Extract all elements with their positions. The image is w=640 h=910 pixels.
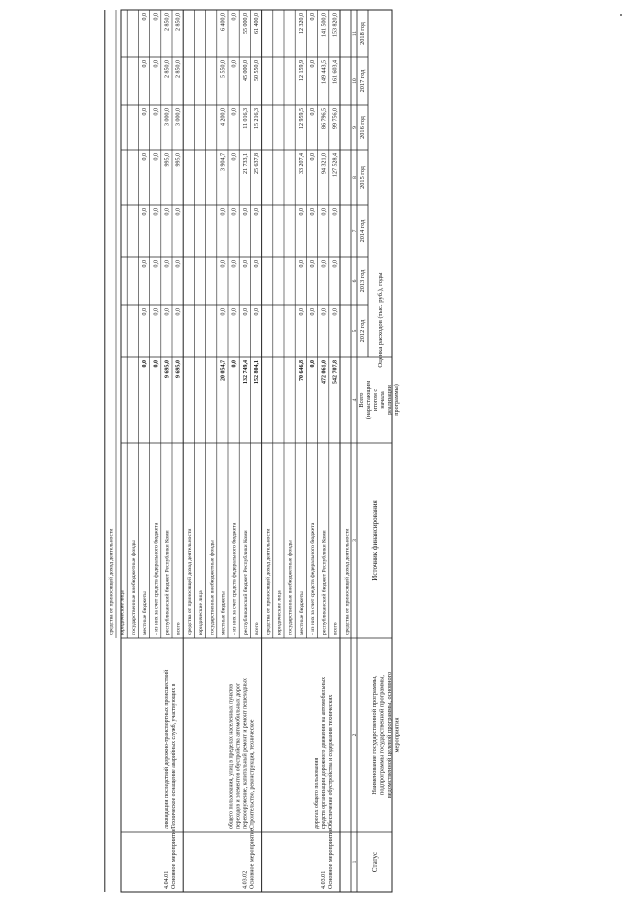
year-value: 12 959,5 — [298, 108, 305, 129]
source-label: государственные внебюджетные фонды — [287, 540, 294, 635]
year-value: 2 850,0 — [164, 60, 171, 78]
year-value: 2 850,0 — [175, 60, 182, 78]
year-value: 12 320,0 — [298, 13, 305, 34]
year-value: 25 637,8 — [254, 153, 261, 174]
column-number: 5 — [352, 329, 358, 333]
total-value: 542 707,8 — [332, 360, 339, 384]
year-value: 50 550,0 — [254, 60, 261, 81]
year-value: 0,0 — [164, 308, 171, 316]
year-value: 0,0 — [231, 60, 238, 68]
year-value: 0,0 — [254, 260, 261, 268]
year-value: 0,0 — [321, 308, 328, 316]
header-name-line: подпрограммы государственной программы, — [378, 675, 386, 795]
column-number: 3 — [352, 539, 358, 542]
group-status: 4.04.01 — [164, 870, 171, 889]
year-value: 0,0 — [231, 308, 238, 316]
year-value: 0,0 — [142, 13, 149, 21]
year-value: 153 820,0 — [332, 13, 339, 37]
year-value: 127 528,4 — [332, 153, 339, 177]
total-value: 70 646,8 — [298, 360, 305, 381]
column-number: 8 — [352, 176, 358, 179]
group-name: ликвидации последствий дорожно-транспортных происшествий — [164, 669, 171, 829]
total-value: 0,0 — [310, 360, 317, 368]
total-value: 0,0 — [142, 360, 149, 368]
year-value: 0,0 — [254, 308, 261, 316]
column-number: 4 — [352, 398, 358, 402]
year-value: 0,0 — [310, 153, 317, 161]
source-label: юридические лица — [198, 590, 205, 635]
year-value: 0,0 — [153, 308, 160, 316]
year-value: 0,0 — [310, 60, 317, 68]
header-year-2015: 2015 год — [359, 166, 366, 189]
group-status: 4.03.02 — [242, 870, 249, 889]
group-name: перевооружение, капитальный ремонт и ремонт пешеходных — [242, 678, 249, 829]
group-status: Основное мероприятие — [328, 828, 334, 889]
year-value: 45 000,0 — [242, 60, 249, 81]
year-value: 0,0 — [321, 208, 328, 216]
year-value: 3 000,0 — [175, 108, 182, 126]
year-value: 0,0 — [142, 108, 149, 116]
year-value: 61 400,0 — [254, 13, 261, 34]
year-value: 0,0 — [175, 208, 182, 216]
year-value: 0,0 — [153, 13, 160, 21]
group-name: Обеспечение обустройства и содержания технических — [328, 694, 334, 829]
source-label: средства от приносящей доход деятельности — [265, 528, 272, 635]
year-value: 0,0 — [175, 260, 182, 268]
group-name: общего пользования, улиц в пределах населенных пунктов — [228, 683, 235, 829]
year-value: 0,0 — [153, 60, 160, 68]
year-value: 0,0 — [164, 260, 171, 268]
year-value: 0,0 — [220, 308, 227, 316]
year-value: 0,0 — [142, 260, 149, 268]
source-label: республиканский бюджет Республики Коми — [164, 530, 171, 635]
year-value: 149 443,5 — [321, 60, 328, 84]
source-label: средства от приносящей доход деятельности — [344, 528, 351, 635]
year-value: 995,0 — [164, 153, 171, 167]
year-value: 0,0 — [298, 208, 305, 216]
year-value: 0,0 — [164, 208, 171, 216]
year-value: 0,0 — [321, 260, 328, 268]
year-value: 0,0 — [242, 208, 249, 216]
group-name: средств организации дорожного движения на автомобильных — [321, 676, 327, 829]
source-label: местные бюджеты — [220, 591, 227, 635]
year-value: 0,0 — [142, 60, 149, 68]
source-label: - из них за счет средств федерального бюджета — [153, 522, 160, 635]
year-value: 0,0 — [231, 260, 238, 268]
source-label: юридические лица — [276, 590, 283, 635]
year-value: 6 400,0 — [220, 13, 227, 31]
total-value: 20 054,7 — [220, 360, 227, 381]
year-value: 0,0 — [242, 308, 249, 316]
header-year-2018: 2018 год — [359, 22, 366, 45]
header-year-2017: 2017 год — [359, 69, 366, 93]
header-years-group: Оценка расходов (тыс. руб.), годы — [377, 272, 384, 368]
column-number: 1 — [352, 860, 358, 864]
group-name: переходов и элементов обустройства автомобильных дорог — [235, 682, 242, 829]
header-total-line: начала — [380, 391, 386, 409]
source-label: всего — [254, 622, 261, 635]
source-label: республиканский бюджет Республики Коми — [242, 530, 249, 635]
year-value: 0,0 — [142, 308, 149, 316]
year-value: 0,0 — [254, 208, 261, 216]
header-total-line: программы) — [394, 384, 400, 416]
year-value: 0,0 — [220, 260, 227, 268]
year-value: 0,0 — [332, 208, 339, 216]
year-value: 0,0 — [310, 13, 317, 21]
group-status: 4.03.01 — [321, 870, 327, 889]
year-value: 0,0 — [310, 308, 317, 316]
year-value: 0,0 — [220, 208, 227, 216]
year-value: 0,0 — [153, 153, 160, 161]
year-value: 33 207,4 — [298, 153, 305, 174]
year-value: 94 321,0 — [321, 153, 328, 174]
year-value: 3 000,0 — [164, 108, 171, 126]
year-value: 12 159,9 — [298, 60, 305, 81]
group-name: Строительство, реконструкция, техническое — [249, 719, 256, 829]
year-value: 141 500,0 — [321, 13, 328, 37]
total-value: 472 061,0 — [321, 360, 328, 384]
header-name-line: ведомственной целевой программы, основного — [386, 671, 393, 799]
year-value: 0,0 — [242, 260, 249, 268]
column-number: 7 — [352, 229, 358, 233]
column-number: 11 — [352, 30, 358, 37]
source-label: - из них за счет средств федерального бюджета — [231, 522, 238, 635]
year-value: 0,0 — [231, 13, 238, 21]
year-value: 0,0 — [175, 308, 182, 316]
year-value: 3 904,7 — [220, 153, 227, 171]
header-year-2014: 2014 год — [359, 219, 366, 243]
year-value: 5 550,0 — [220, 60, 227, 78]
total-value: 9 695,0 — [164, 360, 171, 378]
group-status: Основное мероприятие — [171, 828, 178, 889]
year-value: 0,0 — [153, 108, 160, 116]
year-value: 0,0 — [153, 208, 160, 216]
year-value: 86 796,5 — [321, 108, 328, 129]
column-number: 9 — [352, 126, 358, 129]
source-label: республиканский бюджет Республики Коми — [321, 530, 328, 635]
header-total-line: итогом с — [373, 388, 379, 412]
year-value: 0,0 — [298, 260, 305, 268]
source-label: государственные внебюджетные фонды — [209, 540, 216, 635]
year-value: 99 756,0 — [332, 108, 339, 129]
year-value: 0,0 — [231, 153, 238, 161]
source-label: местные бюджеты — [142, 591, 149, 635]
column-number: 2 — [352, 733, 358, 737]
year-value: 0,0 — [310, 260, 317, 268]
header-total-line: Всего — [359, 392, 365, 408]
year-value: 0,0 — [310, 108, 317, 116]
source-label: средства от приносящей доход деятельности — [108, 528, 115, 635]
source-label: местные бюджеты — [298, 591, 305, 635]
source-label: средства от приносящей доход деятельности — [186, 528, 193, 635]
source-label: государственные внебюджетные фонды — [130, 540, 137, 635]
year-value: 11 016,3 — [242, 108, 249, 129]
year-value: 21 733,1 — [242, 153, 249, 174]
total-value: 152 804,1 — [254, 360, 261, 384]
column-number: 6 — [352, 279, 358, 283]
year-value: 15 216,3 — [254, 108, 261, 129]
header-name-line: мероприятия — [393, 717, 401, 753]
year-value: 0,0 — [298, 308, 305, 316]
year-value: 2 850,0 — [164, 13, 171, 31]
header-total-line: реализации — [387, 385, 393, 415]
year-value: 0,0 — [142, 208, 149, 216]
year-value: 0,0 — [332, 308, 339, 316]
source-label: всего — [332, 622, 339, 635]
source-label: всего — [175, 622, 182, 635]
header-total-line: (нарастающим — [366, 380, 372, 420]
header-year-2013: 2013 год — [359, 269, 366, 293]
group-name: Техническое оснащение аварийных служб, участвующих в — [171, 683, 178, 829]
source-label: юридические лица — [119, 590, 126, 635]
year-value: 55 000,0 — [242, 13, 249, 34]
column-number: 10 — [352, 78, 358, 84]
group-name: дорогах общего пользования — [314, 757, 320, 829]
header-name-line: Наименование государственной программы, — [371, 675, 378, 795]
year-value: 0,0 — [231, 208, 238, 216]
year-value: 2 850,0 — [175, 13, 182, 31]
header-source: Источник финансирования — [371, 500, 379, 581]
header-year-2016: 2016 год — [359, 116, 366, 139]
year-value: 0,0 — [310, 208, 317, 216]
total-value: 132 749,4 — [242, 360, 249, 384]
total-value: 0,0 — [231, 360, 238, 368]
year-value: 0,0 — [332, 260, 339, 268]
source-label: - из них за счет средств федерального бюджета — [310, 522, 317, 635]
year-value: 0,0 — [153, 260, 160, 268]
scan-speck — [620, 14, 622, 16]
year-value: 0,0 — [142, 153, 149, 161]
year-value: 0,0 — [231, 108, 238, 116]
year-value: 995,0 — [175, 153, 182, 167]
header-year-2012: 2012 год — [359, 319, 366, 343]
year-value: 161 603,4 — [332, 60, 339, 84]
total-value: 9 695,0 — [175, 360, 182, 378]
total-value: 0,0 — [153, 360, 160, 368]
year-value: 4 200,0 — [220, 108, 227, 126]
header-status: Статус — [371, 851, 379, 873]
group-status: Основное мероприятие — [249, 828, 256, 889]
